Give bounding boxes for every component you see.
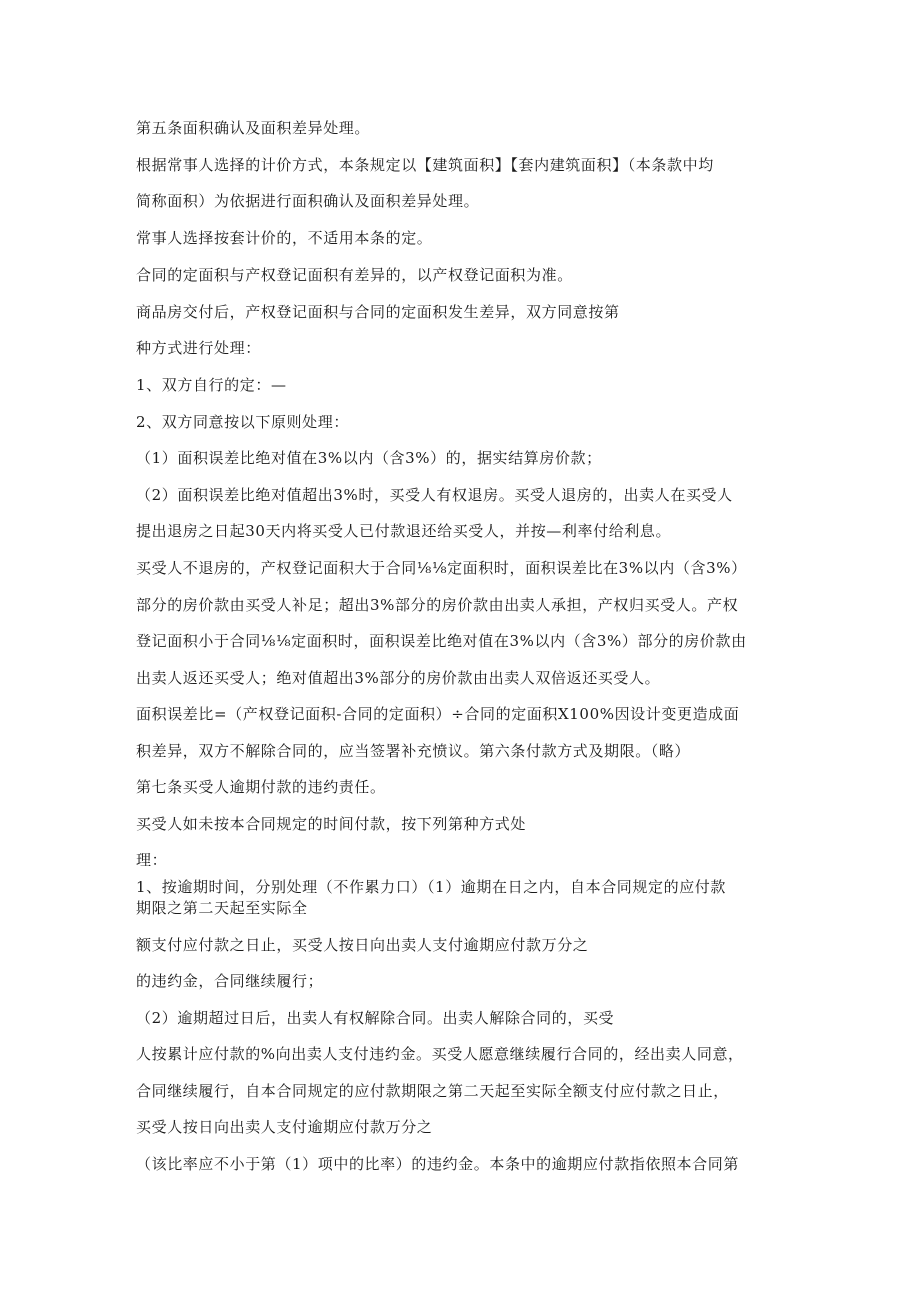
paragraph-line: 登记面积小于合同⅛⅛定面积时，面积误差比绝对值在3%以内（含3%）部分的房价款由: [136, 632, 747, 650]
list-item: （2）面积误差比绝对值超出3%时，买受人有权退房。买受人退房的，出卖人在买受人: [136, 486, 733, 504]
paragraph-line: 人按累计应付款的%向出卖人支付违约金。买受人愿意继续履行合同的，经出卖人同意，: [136, 1045, 744, 1063]
paragraph-line: 常事人选择按套计价的，不适用本条的定。: [136, 229, 433, 247]
paragraph-line: 商品房交付后，产权登记面积与合同的定面积发生差异，双方同意按第: [136, 303, 620, 321]
article-7-heading: 第七条买受人逾期付款的违约责任。: [136, 778, 386, 796]
paragraph-line: 出卖人返还买受人；绝对值超出3%部分的房价款由出卖人双倍返还买受人。: [136, 669, 661, 687]
paragraph-line: 合同继续履行，自本合同规定的应付款期限之第二天起至实际全额支付应付款之日止，: [136, 1082, 729, 1100]
list-item: 2、双方同意按以下原则处理：: [136, 413, 349, 431]
paragraph-line: 额支付应付款之日止，买受人按日向出卖人支付逾期应付款万分之: [136, 936, 589, 954]
paragraph-line: 面积误差比=（产权登记面积-合同的定面积）÷合同的定面积X100%因设计变更造成面: [136, 705, 740, 723]
list-item: 1、按逾期时间，分别处理（不作累力口）（1）逾期在日之内，自本合同规定的应付款: [136, 878, 726, 896]
list-item: （2）逾期超过日后，出卖人有权解除合同。出卖人解除合同的，买受: [136, 1009, 615, 1027]
paragraph-line: 买受人按日向出卖人支付逾期应付款万分之: [136, 1118, 433, 1136]
paragraph-line: 积差异，双方不解除合同的，应当签署补充愤议。第六条付款方式及期限。（略）: [136, 742, 691, 760]
list-item: 1、双方自行的定：—: [136, 376, 287, 394]
paragraph-line: 提出退房之日起30天内将买受人已付款退还给买受人，并按—利率付给利息。: [136, 522, 672, 540]
paragraph-line: 种方式进行处理：: [136, 339, 261, 357]
paragraph-line: 根据常事人选择的计价方式，本条规定以【建筑面积】【套内建筑面积】（本条款中均: [136, 156, 714, 174]
list-item: （1）面积误差比绝对值在3%以内（含3%）的，据实结算房价款；: [136, 449, 602, 467]
paragraph-line: 期限之第二天起至实际全: [136, 899, 308, 917]
paragraph-line: 理：: [136, 851, 168, 869]
paragraph-line: 部分的房价款由买受人补足；超出3%部分的房价款由出卖人承担，产权归买受人。产权: [136, 596, 739, 614]
paragraph-line: （该比率应不小于第（1）项中的比率）的违约金。本条中的逾期应付款指依照本合同第: [136, 1155, 739, 1173]
article-5-heading: 第五条面积确认及面积差异处理。: [136, 119, 371, 137]
paragraph-line: 买受人如未按本合同规定的时间付款，按下列第种方式处: [136, 815, 527, 833]
paragraph-line: 简称面积）为依据进行面积确认及面积差异处理。: [136, 192, 480, 210]
paragraph-line: 买受人不退房的，产权登记面积大于合同⅛⅛定面积时，面积误差比在3%以内（含3%）: [136, 559, 747, 577]
paragraph-line: 的违约金，合同继续履行；: [136, 972, 324, 990]
paragraph-line: 合同的定面积与产权登记面积有差异的，以产权登记面积为准。: [136, 266, 573, 284]
